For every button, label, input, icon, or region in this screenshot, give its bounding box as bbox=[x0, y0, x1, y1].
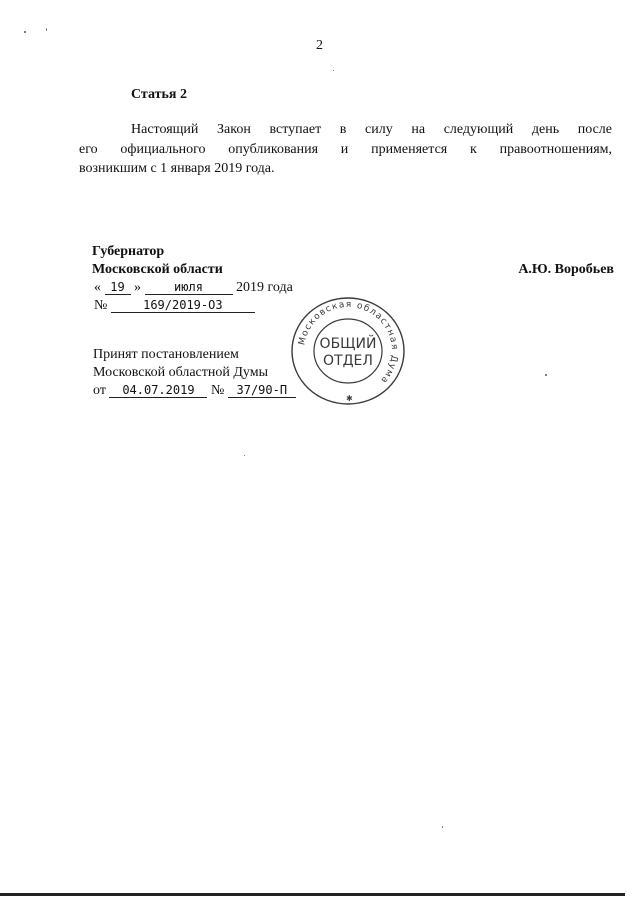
signing-day: 19 bbox=[105, 280, 131, 295]
close-quote: » bbox=[134, 280, 141, 295]
article-text-line-2: его официального опубликования и применяется к правоотношениям, bbox=[79, 142, 612, 157]
scan-speck bbox=[442, 826, 443, 828]
article-text-line-1: Настоящий Закон вступает в силу на следующий день после bbox=[131, 122, 612, 137]
article-title: Статья 2 bbox=[131, 87, 187, 102]
bottom-scan-edge bbox=[0, 893, 625, 896]
law-number-sign: № bbox=[94, 298, 108, 313]
stamp-star-icon: ✱ bbox=[346, 394, 353, 403]
scan-speck bbox=[24, 31, 26, 33]
page-number: 2 bbox=[316, 38, 323, 53]
stamp-center-line-1: ОБЩИЙ bbox=[319, 336, 377, 352]
law-number-value: 169/2019-ОЗ bbox=[111, 298, 255, 313]
adoption-date-number bbox=[93, 383, 296, 399]
adoption-number: 37/90-П bbox=[228, 383, 296, 398]
adoption-from: от bbox=[93, 383, 106, 398]
signing-month: июля bbox=[145, 280, 233, 295]
stamp-ring-text: Московская областная Дума bbox=[297, 299, 400, 386]
scan-speck bbox=[244, 455, 245, 456]
scan-speck bbox=[545, 374, 547, 376]
governor-region: Московской области bbox=[92, 262, 223, 277]
signing-date bbox=[94, 280, 293, 296]
scan-speck bbox=[333, 70, 334, 71]
article-text-line-3: возникшим с 1 января 2019 года. bbox=[79, 161, 275, 176]
general-department-stamp bbox=[287, 294, 409, 408]
signing-year: 2019 года bbox=[236, 280, 293, 295]
adoption-date: 04.07.2019 bbox=[109, 383, 207, 398]
law-number bbox=[94, 298, 255, 314]
scan-speck bbox=[46, 28, 47, 31]
stamp-center-line-2: ОТДЕЛ bbox=[323, 353, 373, 369]
governor-name: А.Ю. Воробьев bbox=[518, 262, 614, 277]
adoption-line-1: Принят постановлением bbox=[93, 347, 239, 362]
governor-title: Губернатор bbox=[92, 244, 165, 259]
adoption-line-2: Московской областной Думы bbox=[93, 365, 268, 380]
adoption-number-sign: № bbox=[210, 383, 225, 398]
open-quote: « bbox=[94, 280, 101, 295]
